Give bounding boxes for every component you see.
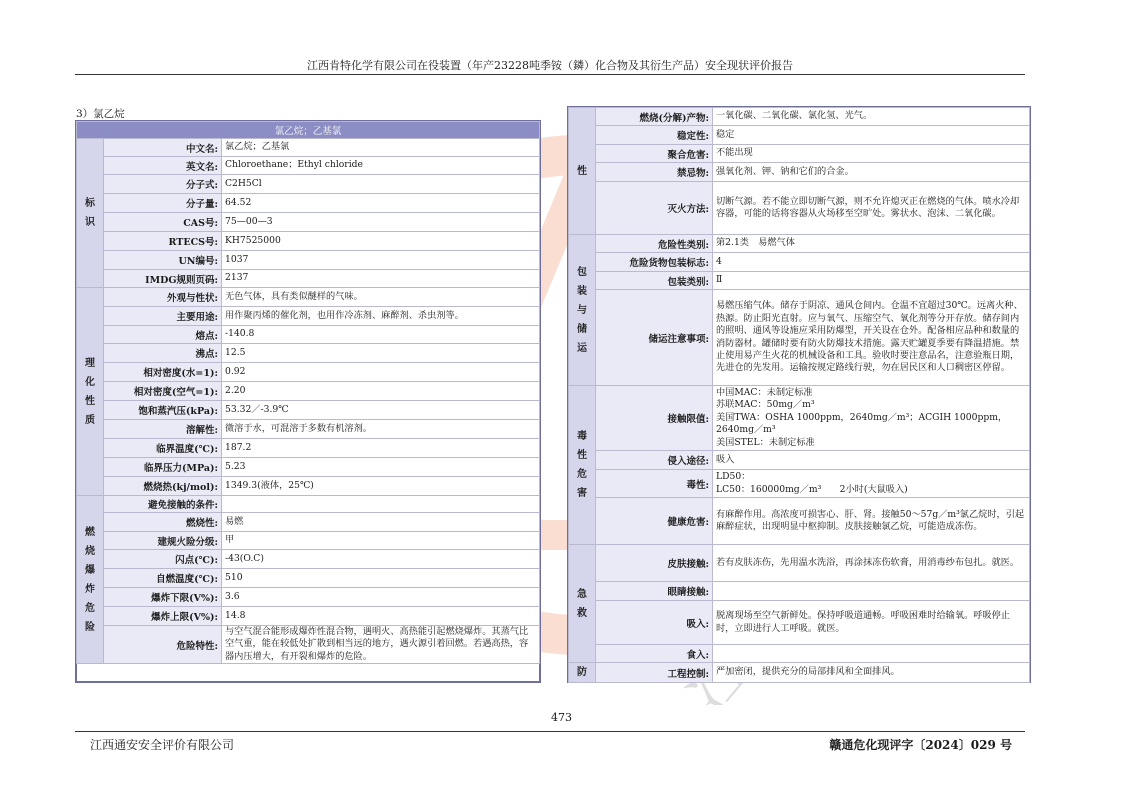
table-row — [77, 213, 540, 232]
right-field-value: 脱离现场至空气新鲜处。保持呼吸道通畅。呼吸困难时给输氧。呼吸停止时，立即进行人工呼吸。就医。 — [713, 601, 1030, 645]
table-row — [77, 626, 540, 664]
left-field-label: 外观与性状: — [104, 288, 222, 307]
left-field-label: 饱和蒸汽压(kPa): — [104, 401, 222, 420]
header-rule — [75, 74, 1025, 75]
right-field-value: 切断气源。若不能立即切断气源，则不允许熄灭正在燃烧的气体。喷水冷却容器，可能的话将容器从火场移至空旷处。雾状水、泡沫、二氧化碳。 — [713, 182, 1030, 235]
left-field-value: 3.6 — [222, 588, 540, 607]
right-category-cell: 性 — [569, 108, 596, 235]
table-row — [569, 272, 1030, 290]
left-field-label: 爆炸下限(V%): — [104, 588, 222, 607]
left-field-label: 中文名: — [104, 139, 222, 157]
table-row — [77, 139, 540, 157]
right-field-label: 危险货物包装标志: — [596, 253, 713, 272]
left-field-label: 危险特性: — [104, 626, 222, 664]
table-row — [77, 326, 540, 344]
right-field-label: 皮肤接触: — [596, 545, 713, 582]
left-field-label: 溶解性: — [104, 420, 222, 439]
table-row — [77, 175, 540, 194]
table-row — [77, 401, 540, 420]
left-field-value: 1349.3(液体，25℃) — [222, 477, 540, 496]
left-field-value: 甲 — [222, 532, 540, 550]
table-row — [77, 607, 540, 626]
table-row — [569, 451, 1030, 470]
left-field-label: RTECS号: — [104, 232, 222, 251]
left-field-value: 510 — [222, 569, 540, 588]
table-row — [569, 645, 1030, 663]
left-field-label: 相对密度(水=1): — [104, 363, 222, 382]
right-field-value: 若有皮肤冻伤，先用温水洗浴，再涂抹冻伤软膏，用消毒纱布包扎。就医。 — [713, 545, 1030, 582]
table-row — [77, 307, 540, 326]
table-row — [569, 145, 1030, 163]
left-field-label: 避免接触的条件: — [104, 496, 222, 513]
table-row — [77, 496, 540, 513]
table-row — [569, 582, 1030, 601]
left-field-label: 自燃温度(℃): — [104, 569, 222, 588]
left-field-value: 无色气体，具有类似醚样的气味。 — [222, 288, 540, 307]
table-row — [569, 498, 1030, 545]
right-field-label: 接触限值: — [596, 386, 713, 451]
left-field-label: CAS号: — [104, 213, 222, 232]
table-row — [77, 532, 540, 550]
right-field-label: 稳定性: — [596, 126, 713, 145]
left-field-value: 0.92 — [222, 363, 540, 382]
left-field-value: KH7525000 — [222, 232, 540, 251]
table-row — [77, 251, 540, 270]
right-field-label: 工程控制: — [596, 663, 713, 683]
left-field-value: 53.32／-3.9℃ — [222, 401, 540, 420]
right-field-label: 侵入途径: — [596, 451, 713, 470]
left-field-label: 闪点(℃): — [104, 550, 222, 569]
right-field-label: 食入: — [596, 645, 713, 663]
right-field-label: 储运注意事项: — [596, 290, 713, 386]
table-row — [77, 569, 540, 588]
left-field-value: 微溶于水，可混溶于多数有机溶剂。 — [222, 420, 540, 439]
right-field-value — [713, 645, 1030, 663]
table-row — [77, 588, 540, 607]
right-category-cell: 防 — [569, 663, 596, 683]
left-field-value: 12.5 — [222, 344, 540, 363]
right-field-label: 毒性: — [596, 470, 713, 498]
table-row — [569, 601, 1030, 645]
right-field-label: 健康危害: — [596, 498, 713, 545]
table-row — [77, 194, 540, 213]
left-field-value: 2.20 — [222, 382, 540, 401]
left-field-value: 与空气混合能形成爆炸性混合物，遇明火、高热能引起燃烧爆炸。其蒸气比空气重，能在较低处扩散到相当远的地方，遇火源引着回燃。若遇高热，容器内压增大，有开裂和爆炸的危险。 — [222, 626, 540, 664]
right-field-label: 眼睛接触: — [596, 582, 713, 601]
right-category-cell: 急 救 — [569, 545, 596, 663]
left-field-value: 用作聚丙烯的催化剂，也用作冷冻剂、麻醉剂、杀虫剂等。 — [222, 307, 540, 326]
left-category-cell: 燃 烧 爆 炸 危 险 — [77, 496, 104, 664]
right-field-value: 有麻醉作用。高浓度可损害心、肝、肾。接触50～57g／m³氯乙烷时，引起麻醉症状，出现明显中枢抑制。皮肤接触氯乙烷，可能造成冻伤。 — [713, 498, 1030, 545]
table-row — [77, 477, 540, 496]
left-field-label: 临界温度(℃): — [104, 439, 222, 458]
right-field-value: 中国MAC：未制定标准 苏联MAC：50mg／m³ 美国TWA：OSHA 1000ppm，2640mg／m³；ACGIH 1000ppm，2640mg／m³ 美国STEL：未制定标准 — [713, 386, 1030, 451]
right-field-label: 禁忌物: — [596, 163, 713, 182]
left-field-label: 英文名: — [104, 157, 222, 175]
table-row — [77, 344, 540, 363]
table-row — [77, 513, 540, 532]
footer-report-number: 赣通危化现评字〔2024〕029 号 — [829, 738, 1012, 752]
left-field-value: 氯乙烷；乙基氯 — [222, 139, 540, 157]
right-field-label: 燃烧(分解)产物: — [596, 108, 713, 126]
table-row — [77, 363, 540, 382]
table-row — [77, 232, 540, 251]
table-row — [77, 288, 540, 307]
left-category-cell: 标 识 — [77, 139, 104, 288]
right-field-value: 不能出现 — [713, 145, 1030, 163]
left-field-label: 燃烧热(kj/mol): — [104, 477, 222, 496]
table-row — [569, 235, 1030, 253]
table-row — [77, 439, 540, 458]
right-field-label: 危险性类别: — [596, 235, 713, 253]
right-field-value: 易燃压缩气体。储存于阴凉、通风仓间内。仓温不宜超过30℃。远离火种、热源。防止阳光直射。应与氧气、压缩空气、氧化剂等分开存放。储存间内的照明、通风等设施应采用防爆型，开关设在仓外。配备相应品种和数量的消防器材。罐储时要有防火防爆技术措施。露天贮罐夏季要有降温措施。禁止使用易产生火花的机械设备和工具。验收时要注意品名，注意验瓶日期，先进仓的先发用。运输按规定路线行驶，勿在居民区和人口稠密区停留。 — [713, 290, 1030, 386]
right-field-value: 严加密闭，提供充分的局部排风和全面排风。 — [713, 663, 1030, 683]
right-field-value: 强氧化剂、钾、钠和它们的合金。 — [713, 163, 1030, 182]
left-field-label: 主要用途: — [104, 307, 222, 326]
table-row — [569, 290, 1030, 386]
table-row — [77, 157, 540, 175]
left-field-label: 分子式: — [104, 175, 222, 194]
left-field-value: -43(O.C) — [222, 550, 540, 569]
table-title-row — [77, 122, 540, 139]
right-category-cell: 毒 性 危 害 — [569, 386, 596, 545]
right-field-label: 灭火方法: — [596, 182, 713, 235]
right-field-value: 4 — [713, 253, 1030, 272]
page-number: 473 — [551, 711, 572, 724]
table-row — [77, 270, 540, 288]
right-property-table — [568, 107, 1030, 683]
table-row — [569, 386, 1030, 451]
left-field-label: 相对密度(空气=1): — [104, 382, 222, 401]
right-field-value: 稳定 — [713, 126, 1030, 145]
footer-rule — [75, 731, 1025, 732]
right-category-cell: 包 装 与 储 运 — [569, 235, 596, 386]
left-field-label: 爆炸上限(V%): — [104, 607, 222, 626]
left-field-label: IMDG规则页码: — [104, 270, 222, 288]
left-field-value: C2H5Cl — [222, 175, 540, 194]
left-field-value: 75—00—3 — [222, 213, 540, 232]
left-field-value: 易燃 — [222, 513, 540, 532]
left-property-table — [76, 121, 540, 664]
right-field-value: Ⅱ — [713, 272, 1030, 290]
left-field-label: UN编号: — [104, 251, 222, 270]
report-header: 江西肯特化学有限公司在役装置（年产23228吨季铵（鏻）化合物及其衍生产品）安全现状评价报告 — [307, 59, 793, 72]
left-field-value: 5.23 — [222, 458, 540, 477]
footer-company: 江西通安安全评价有限公司 — [90, 738, 235, 752]
table-row — [569, 253, 1030, 272]
table-row — [569, 182, 1030, 235]
table-row — [569, 108, 1030, 126]
table-row — [569, 545, 1030, 582]
left-field-label: 沸点: — [104, 344, 222, 363]
table-row — [569, 470, 1030, 498]
left-field-value: 187.2 — [222, 439, 540, 458]
left-field-label: 熔点: — [104, 326, 222, 344]
right-field-value — [713, 582, 1030, 601]
right-field-value: LD50： LC50：160000mg／m³ 2小时(大鼠吸入) — [713, 470, 1030, 498]
left-field-label: 燃烧性: — [104, 513, 222, 532]
left-field-value: 1037 — [222, 251, 540, 270]
right-field-label: 聚合危害: — [596, 145, 713, 163]
left-field-value: -140.8 — [222, 326, 540, 344]
left-field-value: 14.8 — [222, 607, 540, 626]
left-category-cell: 理 化 性 质 — [77, 288, 104, 496]
right-field-value: 第2.1类 易燃气体 — [713, 235, 1030, 253]
table-row — [569, 163, 1030, 182]
table-row — [77, 458, 540, 477]
left-field-label: 建规火险分级: — [104, 532, 222, 550]
left-field-value: 2137 — [222, 270, 540, 288]
table-row — [569, 126, 1030, 145]
right-field-value: 一氧化碳、二氧化碳、氯化氢、光气。 — [713, 108, 1030, 126]
right-field-label: 吸入: — [596, 601, 713, 645]
section-label: 3）氯乙烷 — [76, 108, 125, 120]
left-field-value — [222, 496, 540, 513]
left-field-label: 分子量: — [104, 194, 222, 213]
table-title: 氯乙烷；乙基氯 — [77, 122, 540, 139]
table-row — [569, 663, 1030, 683]
table-row — [77, 420, 540, 439]
left-field-value: Chloroethane；Ethyl chloride — [222, 157, 540, 175]
left-field-label: 临界压力(MPa): — [104, 458, 222, 477]
right-field-value: 吸入 — [713, 451, 1030, 470]
table-row — [77, 382, 540, 401]
table-row — [77, 550, 540, 569]
left-field-value: 64.52 — [222, 194, 540, 213]
right-field-label: 包装类别: — [596, 272, 713, 290]
